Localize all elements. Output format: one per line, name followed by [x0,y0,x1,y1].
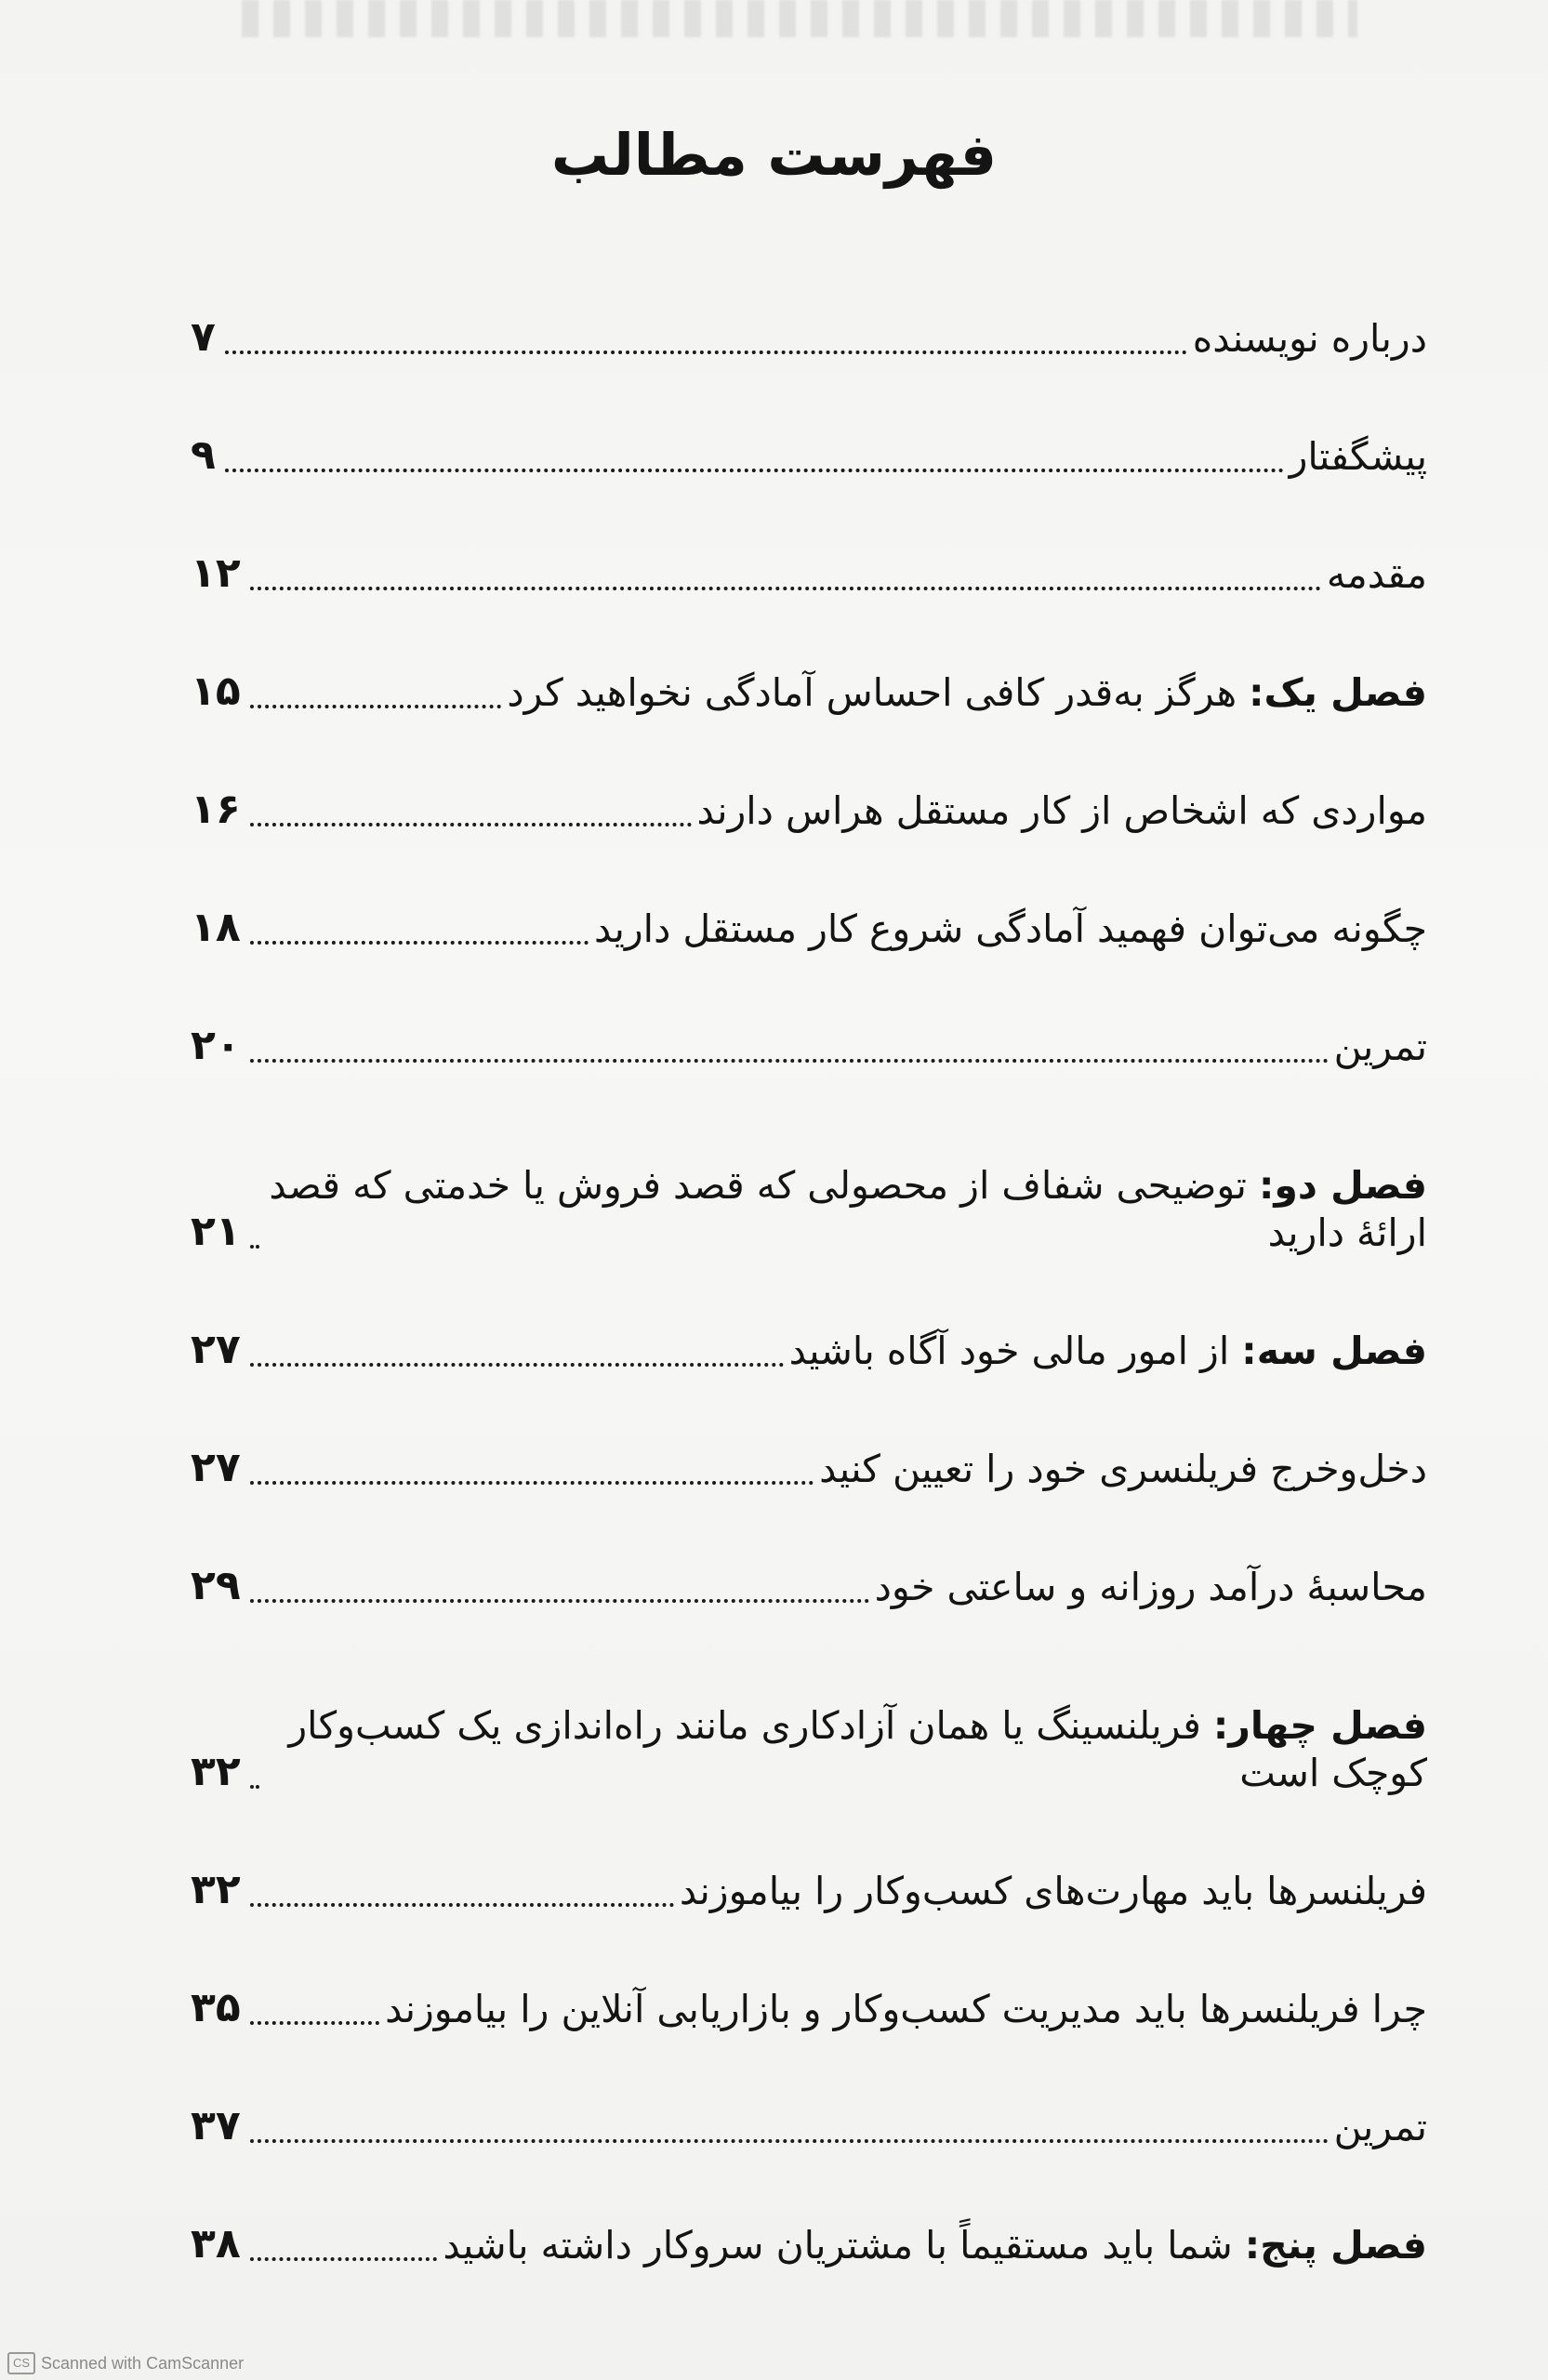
dot-leader [250,941,589,945]
entry-title: پیشگفتار [1289,433,1427,479]
toc-list [191,246,1427,2271]
page-number: ۱۸ [191,904,241,951]
dot-leader [250,1785,259,1789]
entry-title: چرا فریلنسرها باید مدیریت کسب‌وکار و بازاریابی آنلاین را بیاموزند [385,1986,1427,2031]
page-number: ۳۲ [191,1866,241,1913]
dot-leader [250,1245,259,1249]
entry-title: محاسبهٔ درآمد روزانه و ساعتی خود [874,1564,1427,1609]
page-number: ۳۲ [191,1748,241,1795]
toc-entry-text [697,787,1427,837]
scanner-watermark [7,2352,244,2374]
toc-entry [191,1073,1427,1259]
toc-entry [191,246,1427,364]
toc-entry [191,601,1427,719]
entry-title: درباره نویسنده [1192,315,1427,361]
chapter-label: فصل یک: [1249,669,1427,715]
toc-entry [191,837,1427,955]
chapter-label: فصل دو: [1258,1162,1427,1208]
chapter-label: فصل سه: [1241,1328,1427,1373]
toc-entry-text [594,906,1427,955]
toc-entry-text [1290,433,1427,483]
page-title: فهرست مطالب [550,121,998,189]
toc-entry-text [265,1162,1427,1260]
dot-leader [250,587,1321,590]
toc-entry [191,2035,1427,2153]
page-number: ۷ [191,313,216,361]
bleed-through-text [242,0,1357,37]
toc-entry-text [789,1328,1427,1377]
toc-entry-text [875,1564,1427,1613]
chapter-label: فصل چهار: [1212,1702,1427,1748]
page-number: ۳۷ [191,2102,241,2149]
page-number: ۲۱ [191,1208,241,1255]
page-number: ۲۰ [191,1022,241,1069]
toc-entry [191,1377,1427,1495]
entry-title: مقدمه [1326,551,1427,597]
toc-entry [191,1917,1427,2035]
entry-title: فریلنسرها باید مهارت‌های کسب‌وکار را بیاموزند [679,1868,1427,1913]
toc-entry-text [443,2222,1427,2271]
entry-title: تمرین [1333,1024,1427,1069]
page-number: ۳۵ [191,1984,241,2031]
page-number: ۳۸ [191,2220,241,2268]
dot-leader [250,705,502,708]
toc-entry [191,955,1427,1073]
page-number: ۲۷ [191,1326,241,1373]
entry-title: از امور مالی خود آگاه باشید [788,1328,1230,1373]
camscanner-logo-icon: CS [7,2352,35,2374]
chapter-label: فصل پنج: [1244,2222,1427,2268]
toc-entry-text [265,1702,1427,1800]
dot-leader [250,1059,1329,1063]
dot-leader [250,1481,814,1485]
entry-title: چگونه می‌توان فهمید آمادگی شروع کار مستقل دارید [593,906,1427,951]
toc-entry-text [1193,315,1427,364]
dot-leader [250,823,692,826]
entry-title: دخل‌وخرج فریلنسری خود را تعیین کنید [819,1446,1427,1491]
toc-entry [191,1259,1427,1377]
page-number: ۲۹ [191,1562,241,1609]
page-number: ۱۶ [191,786,241,833]
watermark-text: Scanned with CamScanner [41,2353,245,2373]
toc-entry [191,1495,1427,1613]
entry-title: مواردی که اشخاص از کار مستقل هراس دارند [696,787,1427,833]
dot-leader [250,1599,869,1603]
toc-entry [191,719,1427,837]
toc-entry-text [819,1446,1427,1495]
page-number: ۱۲ [191,549,241,597]
dot-leader [250,2257,438,2261]
page-number: ۱۵ [191,668,241,715]
toc-entry-text [507,669,1427,719]
dot-leader [250,1903,674,1907]
page-number: ۹ [191,431,216,479]
entry-title: هرگز به‌قدر کافی احساس آمادگی نخواهید کرد [507,669,1237,715]
page-number: ۲۷ [191,1444,241,1491]
toc-entry [191,1613,1427,1799]
toc-entry-text [1327,551,1427,601]
entry-title: فریلنسینگ یا همان آزادکاری مانند راه‌اندازی یک کسب‌وکار کوچک است [288,1702,1427,1795]
entry-title: توضیحی شفاف از محصولی که قصد فروش یا خدمتی که قصد ارائهٔ دارید [269,1162,1427,1255]
entry-title: شما باید مستقیماً با مشتریان سروکار داشته باشید [443,2222,1233,2268]
toc-entry [191,1799,1427,1917]
toc-entry-text [1334,2104,1427,2153]
dot-leader [250,1363,784,1367]
toc-entry-text [1334,1024,1427,1073]
dot-leader [225,350,1187,354]
toc-entry [191,2153,1427,2271]
dot-leader [250,2021,379,2025]
toc-entry-text [680,1868,1427,1917]
entry-title: تمرین [1333,2104,1427,2149]
dot-leader [225,469,1284,472]
dot-leader [250,2139,1329,2143]
toc-entry [191,364,1427,483]
toc-entry-text [385,1986,1427,2035]
toc-entry [191,483,1427,601]
